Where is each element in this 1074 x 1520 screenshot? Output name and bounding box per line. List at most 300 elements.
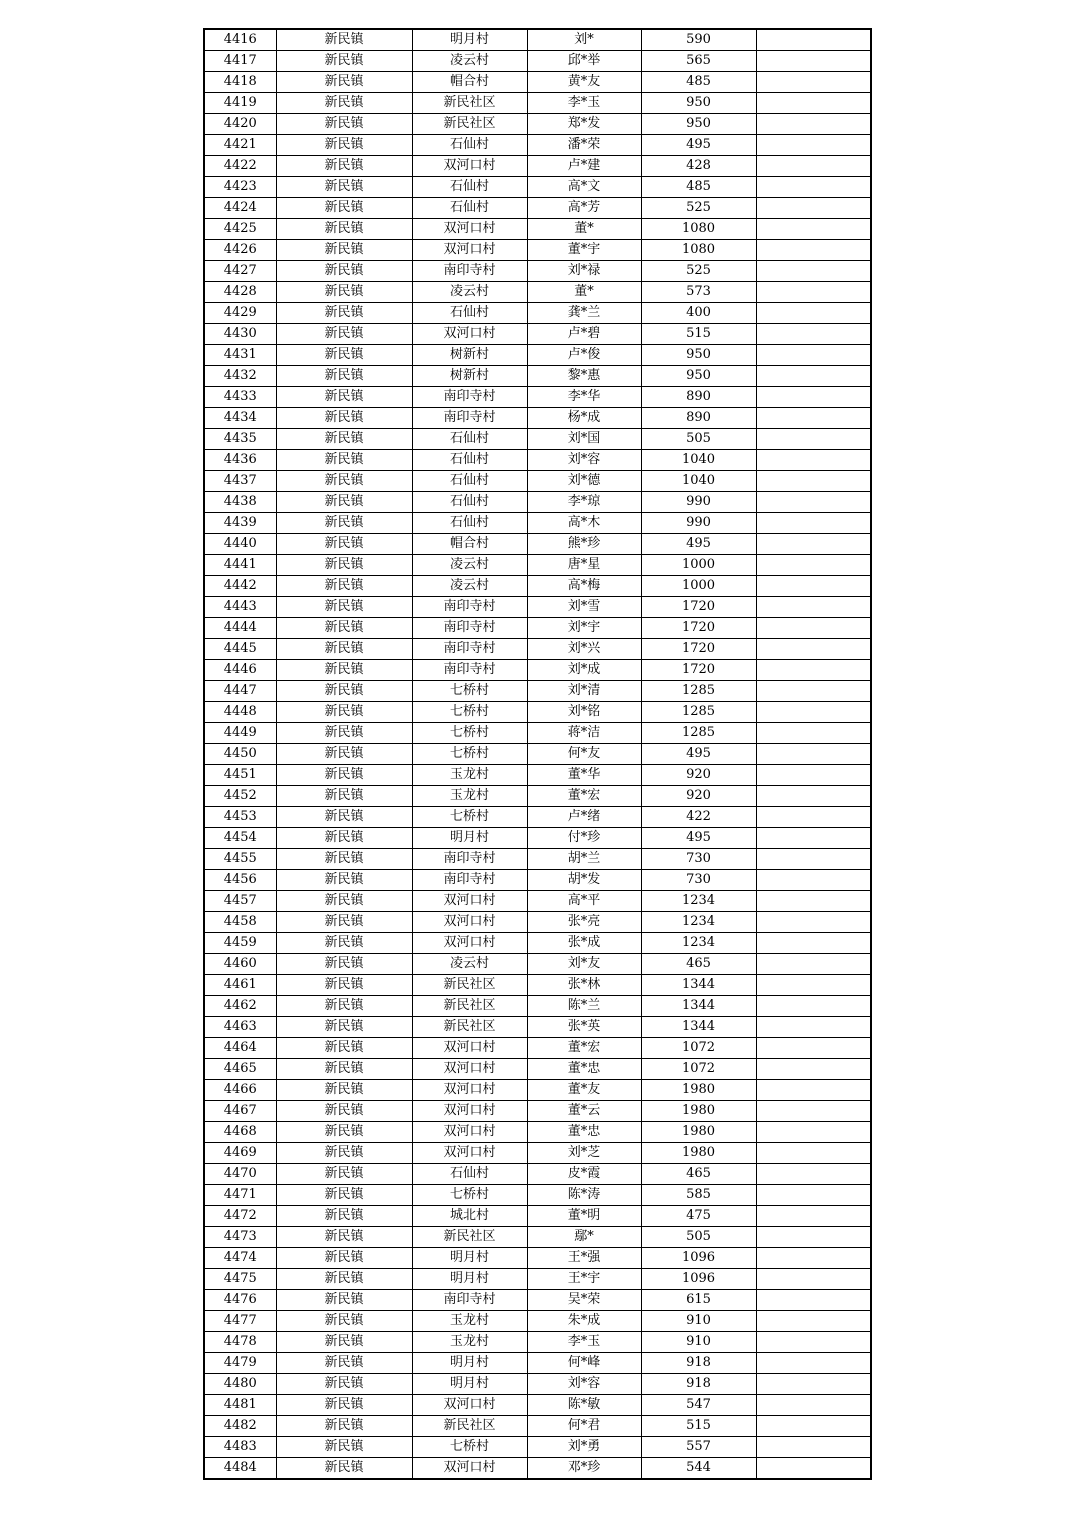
cell-village: 南印寺村	[412, 408, 527, 429]
cell-serial-number: 4448	[204, 702, 276, 723]
cell-name: 卢*碧	[527, 324, 641, 345]
cell-serial-number: 4437	[204, 471, 276, 492]
cell-serial-number: 4422	[204, 156, 276, 177]
cell-note	[756, 219, 871, 240]
cell-name: 董*忠	[527, 1059, 641, 1080]
cell-town: 新民镇	[276, 723, 412, 744]
cell-note	[756, 1164, 871, 1185]
cell-note	[756, 429, 871, 450]
cell-town: 新民镇	[276, 450, 412, 471]
cell-name: 龚*兰	[527, 303, 641, 324]
cell-village: 玉龙村	[412, 1311, 527, 1332]
cell-name: 何*峰	[527, 1353, 641, 1374]
cell-village: 七桥村	[412, 702, 527, 723]
cell-town: 新民镇	[276, 891, 412, 912]
table-row	[204, 387, 871, 408]
cell-amount: 1980	[641, 1080, 756, 1101]
cell-amount: 547	[641, 1395, 756, 1416]
cell-amount: 1720	[641, 660, 756, 681]
table-row	[204, 828, 871, 849]
cell-village: 南印寺村	[412, 639, 527, 660]
cell-amount: 990	[641, 492, 756, 513]
cell-serial-number: 4465	[204, 1059, 276, 1080]
cell-note	[756, 198, 871, 219]
cell-serial-number: 4434	[204, 408, 276, 429]
cell-village: 双河口村	[412, 933, 527, 954]
cell-serial-number: 4416	[204, 29, 276, 51]
cell-amount: 565	[641, 51, 756, 72]
cell-serial-number: 4484	[204, 1458, 276, 1480]
cell-village: 明月村	[412, 1374, 527, 1395]
cell-note	[756, 408, 871, 429]
table-row	[204, 1206, 871, 1227]
cell-village: 南印寺村	[412, 1290, 527, 1311]
cell-name: 王*宇	[527, 1269, 641, 1290]
table-row	[204, 807, 871, 828]
cell-amount: 475	[641, 1206, 756, 1227]
cell-amount: 485	[641, 72, 756, 93]
cell-note	[756, 639, 871, 660]
cell-name: 李*琼	[527, 492, 641, 513]
cell-note	[756, 1395, 871, 1416]
cell-name: 高*木	[527, 513, 641, 534]
table-row	[204, 1437, 871, 1458]
cell-village: 树新村	[412, 366, 527, 387]
cell-town: 新民镇	[276, 828, 412, 849]
cell-note	[756, 513, 871, 534]
cell-serial-number: 4458	[204, 912, 276, 933]
cell-town: 新民镇	[276, 51, 412, 72]
cell-village: 双河口村	[412, 240, 527, 261]
cell-town: 新民镇	[276, 1269, 412, 1290]
cell-amount: 1980	[641, 1122, 756, 1143]
cell-amount: 573	[641, 282, 756, 303]
cell-amount: 557	[641, 1437, 756, 1458]
cell-serial-number: 4423	[204, 177, 276, 198]
cell-note	[756, 156, 871, 177]
cell-village: 凌云村	[412, 555, 527, 576]
cell-town: 新民镇	[276, 219, 412, 240]
cell-town: 新民镇	[276, 576, 412, 597]
cell-town: 新民镇	[276, 1248, 412, 1269]
table-row	[204, 156, 871, 177]
cell-name: 蒋*洁	[527, 723, 641, 744]
cell-serial-number: 4477	[204, 1311, 276, 1332]
table-row	[204, 261, 871, 282]
cell-village: 南印寺村	[412, 870, 527, 891]
table-row	[204, 51, 871, 72]
cell-note	[756, 828, 871, 849]
cell-amount: 1344	[641, 975, 756, 996]
cell-village: 双河口村	[412, 324, 527, 345]
cell-note	[756, 891, 871, 912]
cell-amount: 910	[641, 1311, 756, 1332]
cell-name: 胡*兰	[527, 849, 641, 870]
cell-serial-number: 4433	[204, 387, 276, 408]
cell-amount: 544	[641, 1458, 756, 1480]
cell-village: 石仙村	[412, 429, 527, 450]
cell-name: 张*英	[527, 1017, 641, 1038]
cell-town: 新民镇	[276, 177, 412, 198]
cell-name: 陈*涛	[527, 1185, 641, 1206]
table-row	[204, 1458, 871, 1480]
cell-note	[756, 1248, 871, 1269]
cell-serial-number: 4441	[204, 555, 276, 576]
table-row	[204, 198, 871, 219]
cell-name: 陈*敏	[527, 1395, 641, 1416]
cell-serial-number: 4461	[204, 975, 276, 996]
cell-note	[756, 345, 871, 366]
cell-town: 新民镇	[276, 1101, 412, 1122]
cell-note	[756, 387, 871, 408]
cell-name: 潘*荣	[527, 135, 641, 156]
cell-town: 新民镇	[276, 1122, 412, 1143]
cell-note	[756, 1143, 871, 1164]
cell-serial-number: 4439	[204, 513, 276, 534]
cell-serial-number: 4479	[204, 1353, 276, 1374]
cell-name: 刘*雪	[527, 597, 641, 618]
cell-note	[756, 1101, 871, 1122]
table-row	[204, 177, 871, 198]
cell-village: 凌云村	[412, 954, 527, 975]
cell-name: 郑*发	[527, 114, 641, 135]
cell-note	[756, 1080, 871, 1101]
cell-village: 七桥村	[412, 744, 527, 765]
cell-note	[756, 1416, 871, 1437]
cell-amount: 990	[641, 513, 756, 534]
cell-town: 新民镇	[276, 807, 412, 828]
cell-town: 新民镇	[276, 849, 412, 870]
cell-note	[756, 555, 871, 576]
cell-amount: 1000	[641, 576, 756, 597]
cell-note	[756, 1290, 871, 1311]
cell-serial-number: 4481	[204, 1395, 276, 1416]
cell-note	[756, 240, 871, 261]
cell-note	[756, 744, 871, 765]
cell-name: 王*强	[527, 1248, 641, 1269]
cell-village: 凌云村	[412, 51, 527, 72]
cell-note	[756, 786, 871, 807]
cell-village: 南印寺村	[412, 849, 527, 870]
cell-town: 新民镇	[276, 765, 412, 786]
cell-town: 新民镇	[276, 429, 412, 450]
table-row	[204, 1185, 871, 1206]
cell-name: 刘*友	[527, 954, 641, 975]
cell-name: 董*华	[527, 765, 641, 786]
cell-serial-number: 4443	[204, 597, 276, 618]
cell-note	[756, 765, 871, 786]
cell-amount: 615	[641, 1290, 756, 1311]
cell-town: 新民镇	[276, 1374, 412, 1395]
cell-amount: 1720	[641, 639, 756, 660]
table-row	[204, 1080, 871, 1101]
cell-town: 新民镇	[276, 1164, 412, 1185]
cell-note	[756, 660, 871, 681]
table-row	[204, 324, 871, 345]
cell-village: 双河口村	[412, 1059, 527, 1080]
cell-town: 新民镇	[276, 702, 412, 723]
cell-name: 卢*绪	[527, 807, 641, 828]
cell-amount: 465	[641, 1164, 756, 1185]
cell-village: 帽合村	[412, 534, 527, 555]
cell-note	[756, 1353, 871, 1374]
cell-village: 凌云村	[412, 282, 527, 303]
cell-note	[756, 1059, 871, 1080]
cell-name: 高*芳	[527, 198, 641, 219]
cell-serial-number: 4459	[204, 933, 276, 954]
cell-village: 石仙村	[412, 177, 527, 198]
cell-town: 新民镇	[276, 366, 412, 387]
cell-name: 刘*容	[527, 1374, 641, 1395]
cell-village: 明月村	[412, 828, 527, 849]
cell-amount: 495	[641, 828, 756, 849]
cell-serial-number: 4474	[204, 1248, 276, 1269]
cell-village: 石仙村	[412, 1164, 527, 1185]
cell-name: 高*梅	[527, 576, 641, 597]
cell-town: 新民镇	[276, 1290, 412, 1311]
cell-name: 张*林	[527, 975, 641, 996]
cell-village: 双河口村	[412, 219, 527, 240]
cell-amount: 950	[641, 345, 756, 366]
cell-amount: 1096	[641, 1248, 756, 1269]
table-row	[204, 29, 871, 51]
cell-serial-number: 4475	[204, 1269, 276, 1290]
cell-town: 新民镇	[276, 29, 412, 51]
cell-note	[756, 975, 871, 996]
table-row	[204, 996, 871, 1017]
cell-town: 新民镇	[276, 156, 412, 177]
cell-amount: 525	[641, 198, 756, 219]
cell-serial-number: 4418	[204, 72, 276, 93]
cell-note	[756, 282, 871, 303]
cell-note	[756, 1458, 871, 1480]
cell-name: 何*友	[527, 744, 641, 765]
cell-amount: 1344	[641, 1017, 756, 1038]
cell-amount: 730	[641, 870, 756, 891]
cell-town: 新民镇	[276, 1227, 412, 1248]
cell-amount: 515	[641, 324, 756, 345]
cell-village: 玉龙村	[412, 765, 527, 786]
cell-serial-number: 4446	[204, 660, 276, 681]
cell-town: 新民镇	[276, 198, 412, 219]
cell-name: 李*华	[527, 387, 641, 408]
cell-village: 明月村	[412, 29, 527, 51]
cell-village: 石仙村	[412, 471, 527, 492]
table-row	[204, 513, 871, 534]
table-row	[204, 93, 871, 114]
table-row	[204, 1122, 871, 1143]
cell-name: 高*平	[527, 891, 641, 912]
cell-amount: 400	[641, 303, 756, 324]
cell-name: 高*文	[527, 177, 641, 198]
cell-village: 石仙村	[412, 303, 527, 324]
cell-amount: 1234	[641, 933, 756, 954]
cell-town: 新民镇	[276, 660, 412, 681]
cell-name: 唐*星	[527, 555, 641, 576]
cell-note	[756, 303, 871, 324]
cell-note	[756, 912, 871, 933]
cell-name: 何*君	[527, 1416, 641, 1437]
cell-note	[756, 471, 871, 492]
cell-serial-number: 4445	[204, 639, 276, 660]
cell-name: 胡*发	[527, 870, 641, 891]
cell-amount: 890	[641, 387, 756, 408]
cell-amount: 1072	[641, 1038, 756, 1059]
cell-village: 新民社区	[412, 975, 527, 996]
table-row	[204, 660, 871, 681]
table-row	[204, 345, 871, 366]
cell-serial-number: 4431	[204, 345, 276, 366]
cell-amount: 730	[641, 849, 756, 870]
cell-town: 新民镇	[276, 996, 412, 1017]
cell-village: 石仙村	[412, 198, 527, 219]
cell-town: 新民镇	[276, 72, 412, 93]
cell-amount: 920	[641, 765, 756, 786]
table-row	[204, 408, 871, 429]
cell-village: 石仙村	[412, 492, 527, 513]
table-row	[204, 219, 871, 240]
cell-amount: 1980	[641, 1101, 756, 1122]
table-row	[204, 282, 871, 303]
table-row	[204, 723, 871, 744]
cell-serial-number: 4451	[204, 765, 276, 786]
table-row	[204, 1164, 871, 1185]
cell-amount: 525	[641, 261, 756, 282]
cell-town: 新民镇	[276, 471, 412, 492]
table-row	[204, 786, 871, 807]
cell-serial-number: 4472	[204, 1206, 276, 1227]
cell-village: 双河口村	[412, 1080, 527, 1101]
cell-note	[756, 72, 871, 93]
table-row	[204, 1353, 871, 1374]
cell-name: 董*宏	[527, 786, 641, 807]
cell-village: 树新村	[412, 345, 527, 366]
data-table	[203, 28, 872, 1480]
cell-amount: 1285	[641, 723, 756, 744]
cell-village: 明月村	[412, 1269, 527, 1290]
table-row	[204, 492, 871, 513]
cell-amount: 495	[641, 744, 756, 765]
cell-name: 刘*勇	[527, 1437, 641, 1458]
cell-town: 新民镇	[276, 93, 412, 114]
cell-amount: 485	[641, 177, 756, 198]
cell-village: 玉龙村	[412, 786, 527, 807]
cell-village: 石仙村	[412, 513, 527, 534]
cell-village: 南印寺村	[412, 660, 527, 681]
cell-name: 张*成	[527, 933, 641, 954]
cell-village: 城北村	[412, 1206, 527, 1227]
cell-serial-number: 4471	[204, 1185, 276, 1206]
table-row	[204, 72, 871, 93]
cell-note	[756, 93, 871, 114]
cell-town: 新民镇	[276, 786, 412, 807]
cell-note	[756, 702, 871, 723]
cell-serial-number: 4462	[204, 996, 276, 1017]
table-row	[204, 1143, 871, 1164]
cell-name: 刘*国	[527, 429, 641, 450]
cell-serial-number: 4429	[204, 303, 276, 324]
cell-town: 新民镇	[276, 324, 412, 345]
cell-village: 双河口村	[412, 891, 527, 912]
cell-town: 新民镇	[276, 303, 412, 324]
cell-amount: 1040	[641, 450, 756, 471]
cell-name: 皮*霞	[527, 1164, 641, 1185]
cell-note	[756, 29, 871, 51]
cell-name: 黄*友	[527, 72, 641, 93]
cell-town: 新民镇	[276, 135, 412, 156]
cell-village: 南印寺村	[412, 261, 527, 282]
cell-note	[756, 1185, 871, 1206]
cell-town: 新民镇	[276, 1353, 412, 1374]
cell-town: 新民镇	[276, 282, 412, 303]
cell-village: 七桥村	[412, 723, 527, 744]
cell-amount: 950	[641, 93, 756, 114]
cell-amount: 505	[641, 429, 756, 450]
cell-town: 新民镇	[276, 492, 412, 513]
cell-serial-number: 4454	[204, 828, 276, 849]
cell-town: 新民镇	[276, 975, 412, 996]
table-row	[204, 429, 871, 450]
table-body	[204, 29, 871, 1479]
cell-town: 新民镇	[276, 1206, 412, 1227]
cell-name: 刘*芝	[527, 1143, 641, 1164]
cell-serial-number: 4468	[204, 1122, 276, 1143]
cell-amount: 495	[641, 534, 756, 555]
cell-serial-number: 4452	[204, 786, 276, 807]
cell-name: 董*宇	[527, 240, 641, 261]
cell-name: 刘*	[527, 29, 641, 51]
cell-village: 新民社区	[412, 996, 527, 1017]
cell-name: 朱*成	[527, 1311, 641, 1332]
table-row	[204, 534, 871, 555]
cell-note	[756, 618, 871, 639]
cell-town: 新民镇	[276, 345, 412, 366]
table-row	[204, 576, 871, 597]
cell-name: 刘*兴	[527, 639, 641, 660]
cell-note	[756, 576, 871, 597]
cell-note	[756, 366, 871, 387]
cell-serial-number: 4453	[204, 807, 276, 828]
table-row	[204, 1248, 871, 1269]
table-row	[204, 1059, 871, 1080]
cell-serial-number: 4482	[204, 1416, 276, 1437]
cell-amount: 585	[641, 1185, 756, 1206]
cell-village: 七桥村	[412, 681, 527, 702]
cell-town: 新民镇	[276, 1416, 412, 1437]
table-row	[204, 702, 871, 723]
table-row	[204, 870, 871, 891]
cell-note	[756, 870, 871, 891]
table-row	[204, 1290, 871, 1311]
cell-amount: 465	[641, 954, 756, 975]
cell-note	[756, 1227, 871, 1248]
table-row	[204, 135, 871, 156]
cell-village: 玉龙村	[412, 1332, 527, 1353]
cell-town: 新民镇	[276, 261, 412, 282]
cell-serial-number: 4435	[204, 429, 276, 450]
cell-note	[756, 1038, 871, 1059]
cell-amount: 1285	[641, 681, 756, 702]
cell-village: 新民社区	[412, 1017, 527, 1038]
cell-note	[756, 1206, 871, 1227]
cell-serial-number: 4438	[204, 492, 276, 513]
cell-town: 新民镇	[276, 408, 412, 429]
cell-name: 董*云	[527, 1101, 641, 1122]
cell-note	[756, 114, 871, 135]
cell-serial-number: 4476	[204, 1290, 276, 1311]
cell-serial-number: 4419	[204, 93, 276, 114]
cell-amount: 1980	[641, 1143, 756, 1164]
